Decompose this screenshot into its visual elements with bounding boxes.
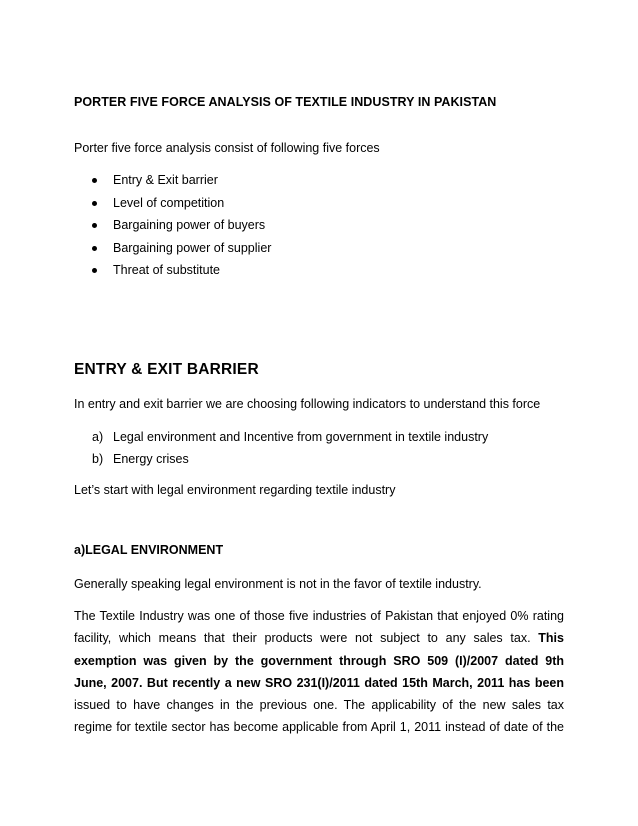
list-item-text: Threat of substitute xyxy=(113,263,221,277)
paragraph-bold-text: This xyxy=(538,631,564,646)
list-item-text: Bargaining power of buyers xyxy=(113,218,266,232)
paragraph-line: exemption was given by the government through SRO 509 (I)/2007 dated 9th xyxy=(74,653,564,668)
subsection-heading: a)LEGAL ENVIRONMENT xyxy=(74,543,224,557)
bullet-icon xyxy=(92,223,97,228)
section-intro: In entry and exit barrier we are choosing following indicators to understand this force xyxy=(74,397,541,411)
list-item-text: Legal environment and Incentive from government in textile industry xyxy=(113,430,489,444)
list-item-text: Level of competition xyxy=(113,195,225,210)
list-item xyxy=(92,428,488,450)
list-item-text: Bargaining power of supplier xyxy=(113,240,272,255)
list-item xyxy=(92,216,271,239)
indicators-list xyxy=(92,428,488,472)
list-item-text: Energy crises xyxy=(113,452,189,466)
bullet-icon xyxy=(92,201,97,206)
forces-list xyxy=(92,171,271,284)
body-paragraph xyxy=(74,605,564,739)
paragraph-line: The Textile Industry was one of those five industries of Pakistan that enjoyed 0% rating xyxy=(74,609,564,623)
bullet-icon xyxy=(92,178,97,183)
list-marker: b) xyxy=(92,452,104,466)
general-statement: Generally speaking legal environment is not in the favor of textile industry. xyxy=(74,577,482,591)
paragraph-line: regime for textile sector has become applicable from April 1, 2011 instead of date of the xyxy=(74,720,564,735)
list-item xyxy=(92,450,488,472)
list-item xyxy=(92,261,271,284)
list-item xyxy=(92,194,271,217)
bullet-icon xyxy=(92,268,97,273)
list-item-text: Entry & Exit barrier xyxy=(113,173,218,187)
list-item xyxy=(92,171,271,194)
paragraph-line: issued to have changes in the previous one. The applicability of the new sales tax xyxy=(74,698,564,713)
document-title: PORTER FIVE FORCE ANALYSIS OF TEXTILE INDUSTRY IN PAKISTAN xyxy=(74,95,497,109)
lead-in-paragraph: Let’s start with legal environment regarding textile industry xyxy=(74,483,396,497)
list-marker: a) xyxy=(92,430,104,444)
intro-paragraph: Porter five force analysis consist of following five forces xyxy=(74,141,380,155)
list-item xyxy=(92,239,271,262)
paragraph-line xyxy=(74,627,564,649)
section-heading: ENTRY & EXIT BARRIER xyxy=(74,361,259,378)
paragraph-text: facility, which means that their products were not subject to any sales tax. xyxy=(74,631,531,646)
bullet-icon xyxy=(92,246,97,251)
paragraph-line: June, 2007. But recently a new SRO 231(I)/2011 dated 15th March, 2011 has been xyxy=(74,675,564,690)
